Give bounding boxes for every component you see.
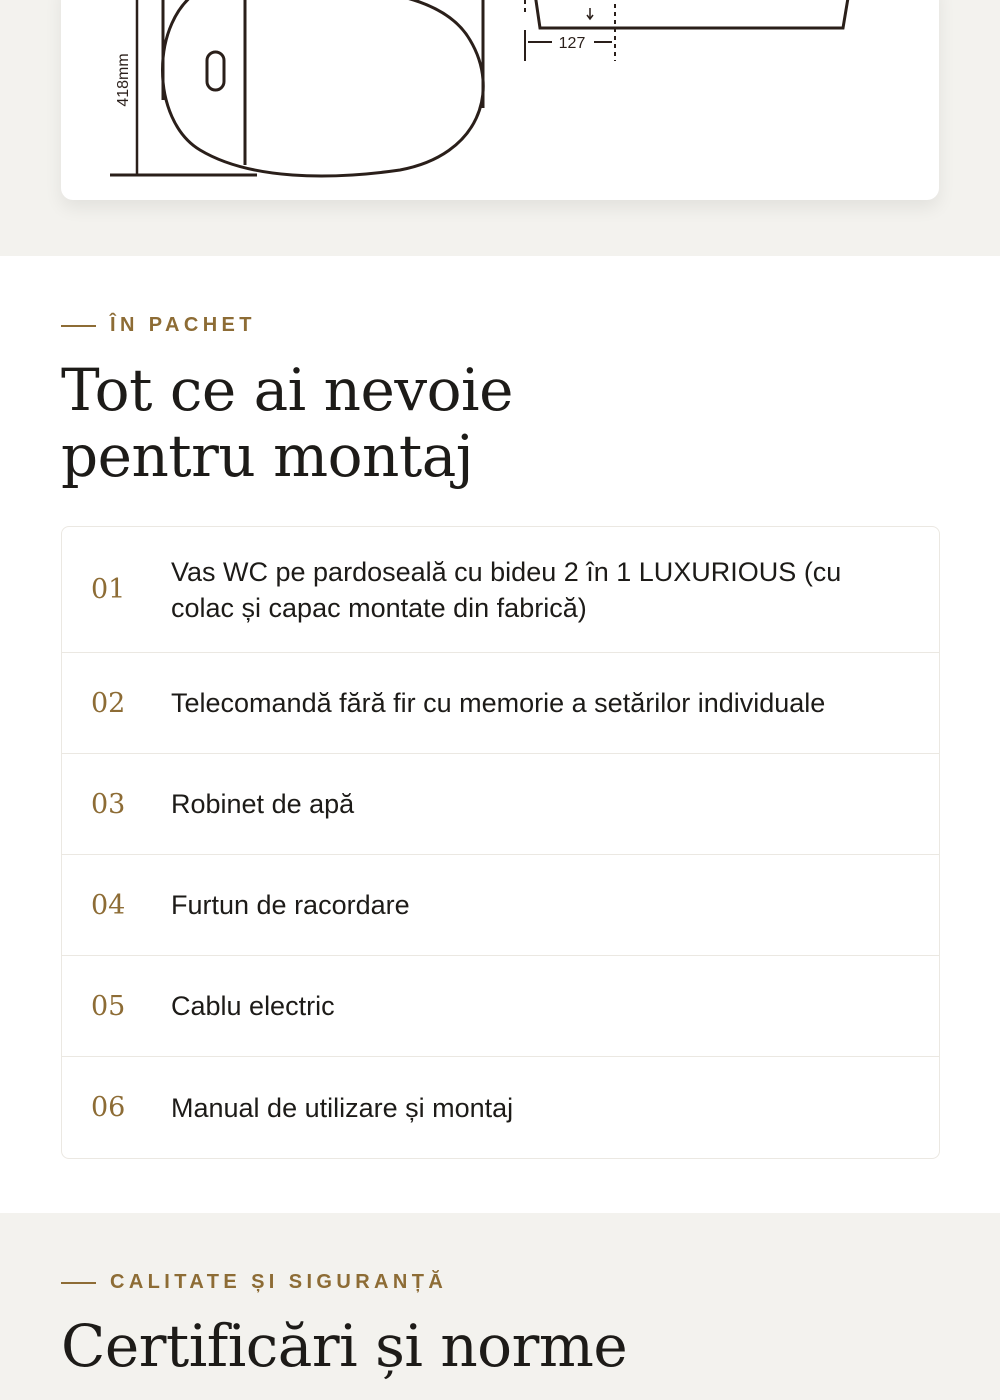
list-item [62, 653, 939, 754]
toilet-dimension-drawing [61, 0, 939, 200]
package-list [61, 526, 940, 1159]
quality-title-line: Certificări și norme [61, 1312, 628, 1380]
dimension-diagram-card [61, 0, 939, 200]
package-eyebrow [61, 314, 256, 337]
item-number: 06 [91, 1092, 126, 1123]
quality-eyebrow-text: CALITATE ȘI SIGURANȚĂ [110, 1271, 448, 1293]
package-title-line-1: Tot ce ai nevoie [61, 356, 513, 424]
package-eyebrow-text: ÎN PACHET [110, 314, 256, 336]
item-number: 03 [91, 788, 126, 820]
item-text: Robinet de apă [171, 789, 355, 819]
eyebrow-rule [61, 1282, 96, 1284]
item-number: 02 [91, 687, 126, 719]
list-item [62, 1057, 939, 1158]
item-text: Cablu electric [171, 991, 335, 1021]
package-title [61, 357, 513, 489]
offset-dimension-label: 127 [558, 35, 586, 52]
height-dimension-label: 418mm [115, 53, 132, 107]
item-number: 01 [91, 574, 126, 605]
list-item [62, 527, 939, 653]
quality-eyebrow [61, 1271, 447, 1294]
item-text: Vas WC pe pardoseală cu bideu 2 în 1 LUXURIOUS (cu colac și capac montate din fabrică) [171, 556, 842, 623]
eyebrow-rule [61, 325, 96, 327]
item-text: Furtun de racordare [171, 890, 410, 920]
quality-title [61, 1313, 627, 1379]
item-number: 04 [91, 889, 126, 921]
list-item [62, 956, 939, 1057]
list-item [62, 754, 939, 855]
item-text: Manual de utilizare și montaj [171, 1092, 514, 1123]
item-number: 05 [91, 990, 126, 1022]
package-title-line-2: pentru montaj [61, 422, 474, 490]
list-item [62, 855, 939, 956]
item-text: Telecomandă fără fir cu memorie a setărilor individuale [171, 688, 826, 718]
